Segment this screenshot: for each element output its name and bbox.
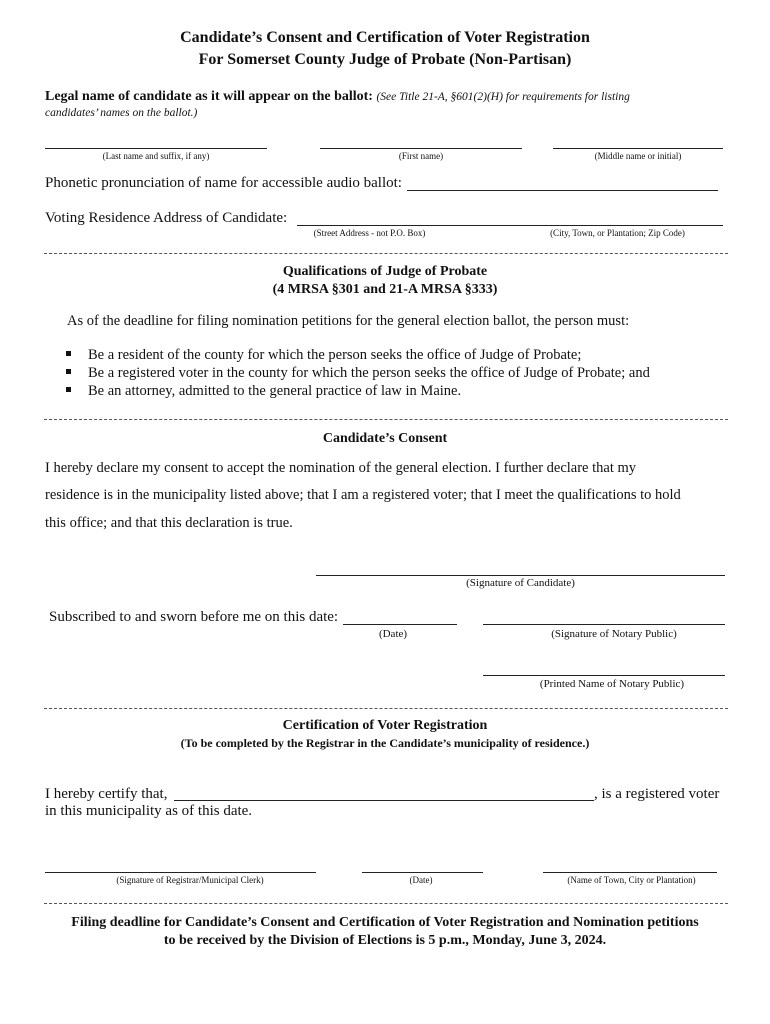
town-name-field[interactable]: [543, 872, 717, 873]
legal-name-note: (See Title 21-A, §601(2)(H) for requirements for listing: [376, 91, 630, 103]
qualifications-heading: Qualifications of Judge of Probate: [282, 264, 488, 279]
notary-signature-field[interactable]: [483, 624, 725, 625]
voter-name-field[interactable]: [174, 800, 594, 801]
qualifications-intro: As of the deadline for filing nomination petitions for the general election ballot, the person must:: [67, 313, 630, 329]
middle-name-caption: (Middle name or initial): [594, 151, 682, 161]
certify-date-field[interactable]: [362, 872, 483, 873]
sworn-label: Subscribed to and sworn before me on this date:: [49, 609, 339, 625]
middle-name-field[interactable]: [553, 148, 723, 149]
last-name-caption: (Last name and suffix, if any): [102, 151, 210, 161]
form-title-line2: For Somerset County Judge of Probate (Non-Partisan): [198, 51, 572, 68]
registrar-signature-field[interactable]: [45, 872, 316, 873]
sworn-date-field[interactable]: [343, 624, 457, 625]
candidate-signature-field[interactable]: [316, 575, 725, 576]
city-caption: (City, Town, or Plantation; Zip Code): [550, 228, 685, 238]
filing-deadline-line1: Filing deadline for Candidate’s Consent and Certification of Voter Registration and Nomination petitions: [71, 915, 699, 930]
qualification-text: Be a resident of the county for which the person seeks the office of Judge of Probate;: [88, 347, 582, 363]
section-divider: [44, 708, 728, 709]
legal-name-row: [45, 89, 630, 105]
qualification-item: [66, 383, 461, 400]
legal-name-note-cont: candidates’ names on the ballot.): [45, 107, 198, 119]
residence-label: Voting Residence Address of Candidate:: [45, 210, 288, 226]
legal-name-label: Legal name of candidate as it will appear on the ballot:: [45, 89, 373, 104]
filing-deadline-line2: to be received by the Division of Elections is 5 p.m., Monday, June 3, 2024.: [163, 933, 607, 948]
bullet-icon: [66, 351, 71, 356]
registrar-signature-caption: (Signature of Registrar/Municipal Clerk): [116, 875, 264, 885]
certify-line2: in this municipality as of this date.: [45, 803, 253, 819]
certification-subheading: (To be completed by the Registrar in the Candidate’s municipality of residence.): [180, 736, 590, 750]
sworn-date-caption: (Date): [378, 628, 408, 640]
form-title-line1: Candidate’s Consent and Certification of Voter Registration: [180, 29, 590, 46]
certification-heading: Certification of Voter Registration: [282, 718, 488, 733]
qualification-item: [66, 347, 581, 364]
certify-date-caption: (Date): [409, 875, 433, 885]
certify-suffix: , is a registered voter: [594, 786, 720, 802]
section-divider: [44, 419, 728, 420]
last-name-field[interactable]: [45, 148, 267, 149]
section-divider: [44, 253, 728, 254]
notary-name-caption: (Printed Name of Notary Public): [539, 678, 685, 690]
section-divider: [44, 903, 728, 904]
qualification-item: [66, 365, 650, 382]
notary-name-field[interactable]: [483, 675, 725, 676]
street-caption: (Street Address - not P.O. Box): [313, 228, 426, 238]
qualification-text: Be a registered voter in the county for which the person seeks the office of Judge of Probate; and: [88, 365, 650, 381]
phonetic-field[interactable]: [407, 190, 718, 191]
first-name-field[interactable]: [320, 148, 522, 149]
notary-signature-caption: (Signature of Notary Public): [551, 628, 677, 640]
qualifications-statute: (4 MRSA §301 and 21-A MRSA §333): [272, 282, 498, 297]
consent-text-line1: I hereby declare my consent to accept the nomination of the general election. I further declare that my: [45, 460, 637, 476]
first-name-caption: (First name): [398, 151, 444, 161]
phonetic-label: Phonetic pronunciation of name for accessible audio ballot:: [45, 175, 402, 191]
certify-prefix: I hereby certify that,: [45, 786, 168, 802]
qualification-text: Be an attorney, admitted to the general practice of law in Maine.: [88, 383, 462, 399]
bullet-icon: [66, 369, 71, 374]
consent-text-line3: this office; and that this declaration is true.: [45, 515, 293, 531]
consent-heading: Candidate’s Consent: [322, 431, 448, 446]
candidate-signature-caption: (Signature of Candidate): [466, 577, 575, 589]
residence-field[interactable]: [297, 225, 723, 226]
bullet-icon: [66, 387, 71, 392]
consent-text-line2: residence is in the municipality listed above; that I am a registered voter; that I meet the qualifications to hold: [45, 487, 681, 503]
town-name-caption: (Name of Town, City or Plantation): [567, 875, 696, 885]
